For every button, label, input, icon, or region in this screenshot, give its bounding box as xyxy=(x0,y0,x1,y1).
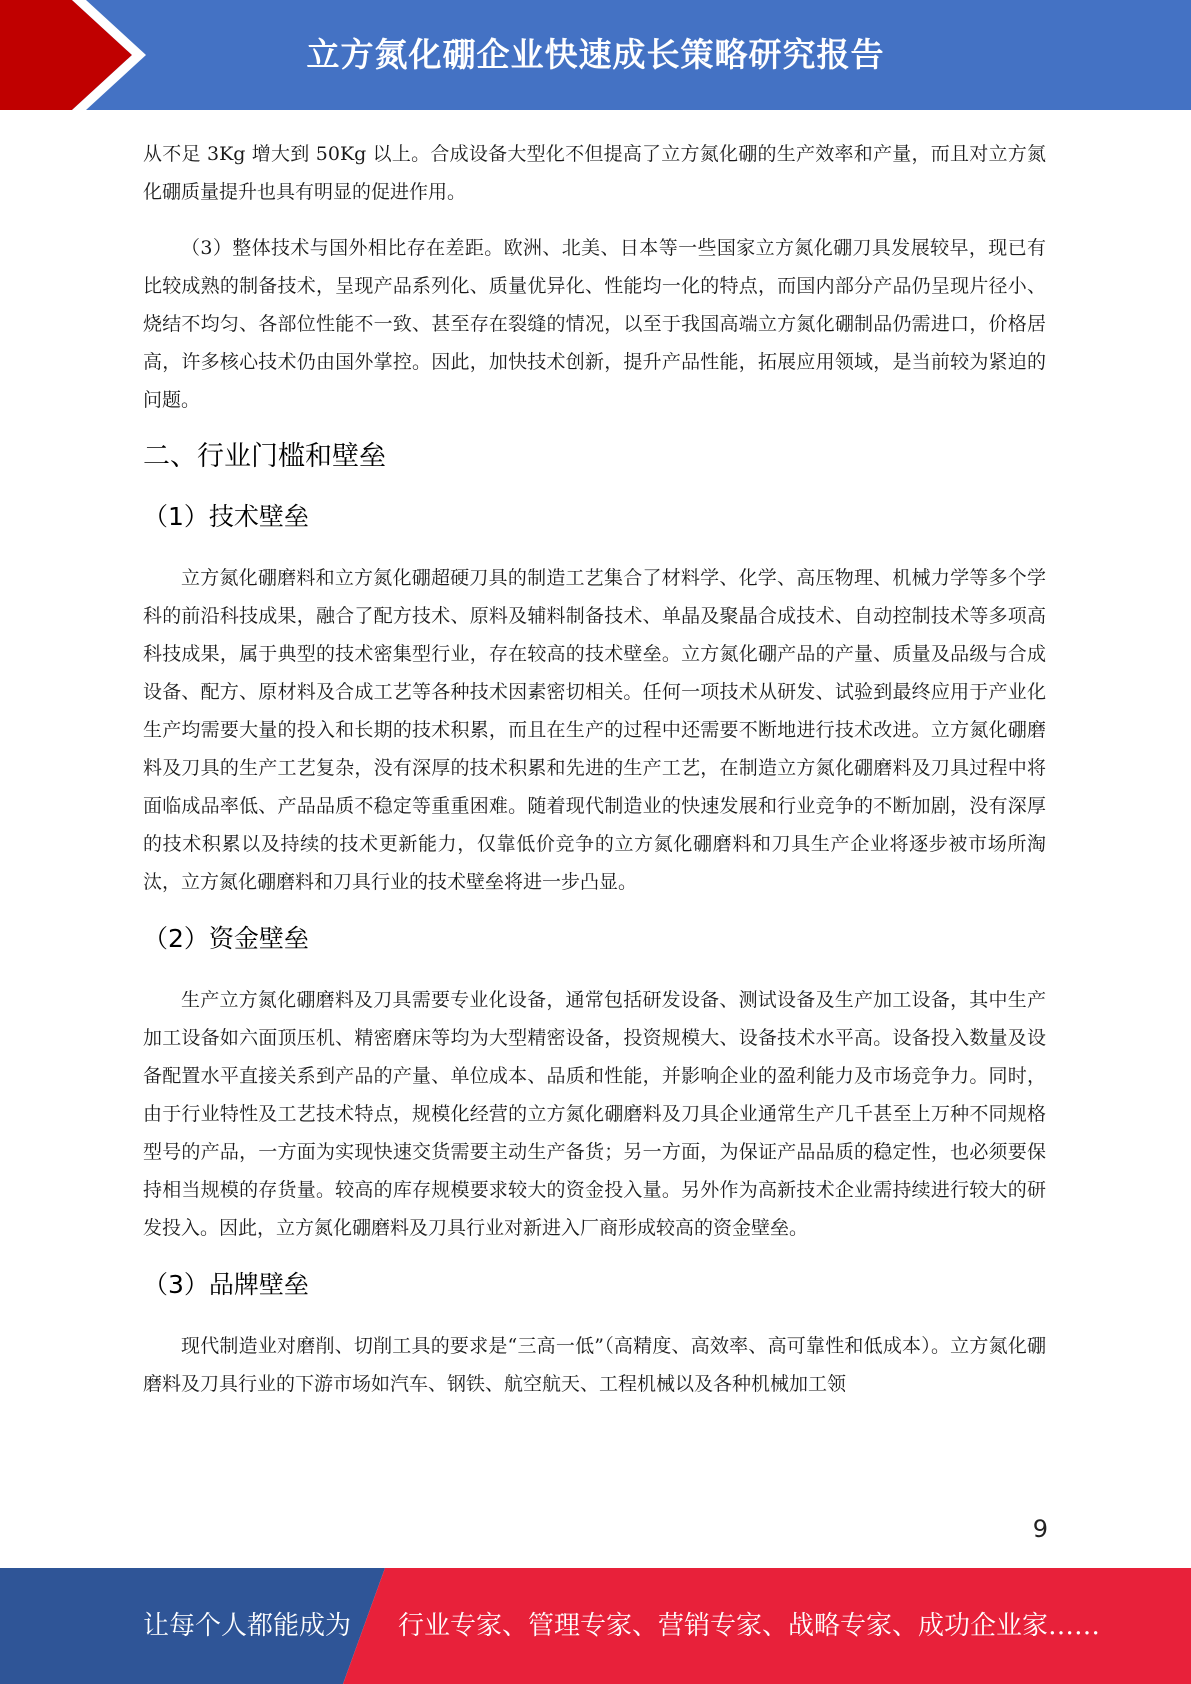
page-header xyxy=(0,0,1191,110)
chevron-arrow-icon xyxy=(0,0,150,110)
paragraph-point-3: （3）整体技术与国外相比存在差距。欧洲、北美、日本等一些国家立方氮化硼刀具发展较早，现已有比较成熟的制备技术，呈现产品系列化、质量优异化、性能均一化的特点，而国内部分产品仍呈现片径小、烧结不均匀、各部位性能不一致、甚至存在裂缝的情况，以至于我国高端立方氮化硼制品仍需进口，价格居高，许多核心技术仍由国外掌控。因此，加快技术创新，提升产品性能，拓展应用领域，是当前较为紧迫的问题。 xyxy=(143,237,1046,411)
page-footer xyxy=(0,1568,1191,1684)
subheading-tech-barrier: （1）技术壁垒 xyxy=(143,502,309,531)
paragraph-brand-barrier: 现代制造业对磨削、切削工具的要求是“三高一低”（高精度、高效率、高可靠性和低成本）。立方氮化硼磨料及刀具行业的下游市场如汽车、钢铁、航空航天、工程机械以及各种机械加工领 xyxy=(143,1335,1046,1395)
paragraph-tech-barrier: 立方氮化硼磨料和立方氮化硼超硬刀具的制造工艺集合了材料学、化学、高压物理、机械力学等多个学科的前沿科技成果，融合了配方技术、原料及辅料制备技术、单晶及聚晶合成技术、自动控制技术等多项高科技成果，属于典型的技术密集型行业，存在较高的技术壁垒。立方氮化硼产品的产量、质量及品级与合成设备、配方、原材料及合成工艺等各种技术因素密切相关。任何一项技术从研发、试验到最终应用于产业化生产均需要大量的投入和长期的技术积累，而且在生产的过程中还需要不断地进行技术改进。立方氮化硼磨料及刀具的生产工艺复杂，没有深厚的技术积累和先进的生产工艺，在制造立方氮化硼磨料及刀具过程中将面临成品率低、产品品质不稳定等重重困难。随着现代制造业的快速发展和行业竞争的不断加剧，没有深厚的技术积累以及持续的技术更新能力，仅靠低价竞争的立方氮化硼磨料和刀具生产企业将逐步被市场所淘汰，立方氮化硼磨料和刀具行业的技术壁垒将进一步凸显。 xyxy=(143,567,1046,893)
paragraph-capital-barrier: 生产立方氮化硼磨料及刀具需要专业化设备，通常包括研发设备、测试设备及生产加工设备，其中生产加工设备如六面顶压机、精密磨床等均为大型精密设备，投资规模大、设备技术水平高。设备投入数量及设备配置水平直接关系到产品的产量、单位成本、品质和性能，并影响企业的盈利能力及市场竞争力。同时，由于行业特性及工艺技术特点，规模化经营的立方氮化硼磨料及刀具企业通常生产几千甚至上万种不同规格型号的产品，一方面为实现快速交货需要主动生产备货；另一方面，为保证产品品质的稳定性，也必须要保持相当规模的存货量。较高的库存规模要求较大的资金投入量。另外作为高新技术企业需持续进行较大的研发投入。因此，立方氮化硼磨料及刀具行业对新进入厂商形成较高的资金壁垒。 xyxy=(143,989,1046,1239)
footer-slogan-left: 让每个人都能成为 xyxy=(143,1611,352,1641)
footer-slogan-right: 行业专家、管理专家、营销专家、战略专家、成功企业家…… xyxy=(398,1611,1101,1641)
subheading-capital-barrier: （2）资金壁垒 xyxy=(143,924,309,953)
document-body xyxy=(143,135,1046,1421)
page-number: 9 xyxy=(1032,1515,1048,1543)
paragraph-intro: 从不足 3Kg 增大到 50Kg 以上。合成设备大型化不但提高了立方氮化硼的生产效率和产量，而且对立方氮化硼质量提升也具有明显的促进作用。 xyxy=(143,143,1046,203)
page-title: 立方氮化硼企业快速成长策略研究报告 xyxy=(306,35,885,74)
subheading-brand-barrier: （3）品牌壁垒 xyxy=(143,1270,309,1299)
section-heading-barriers: 二、行业门槛和壁垒 xyxy=(143,441,386,472)
